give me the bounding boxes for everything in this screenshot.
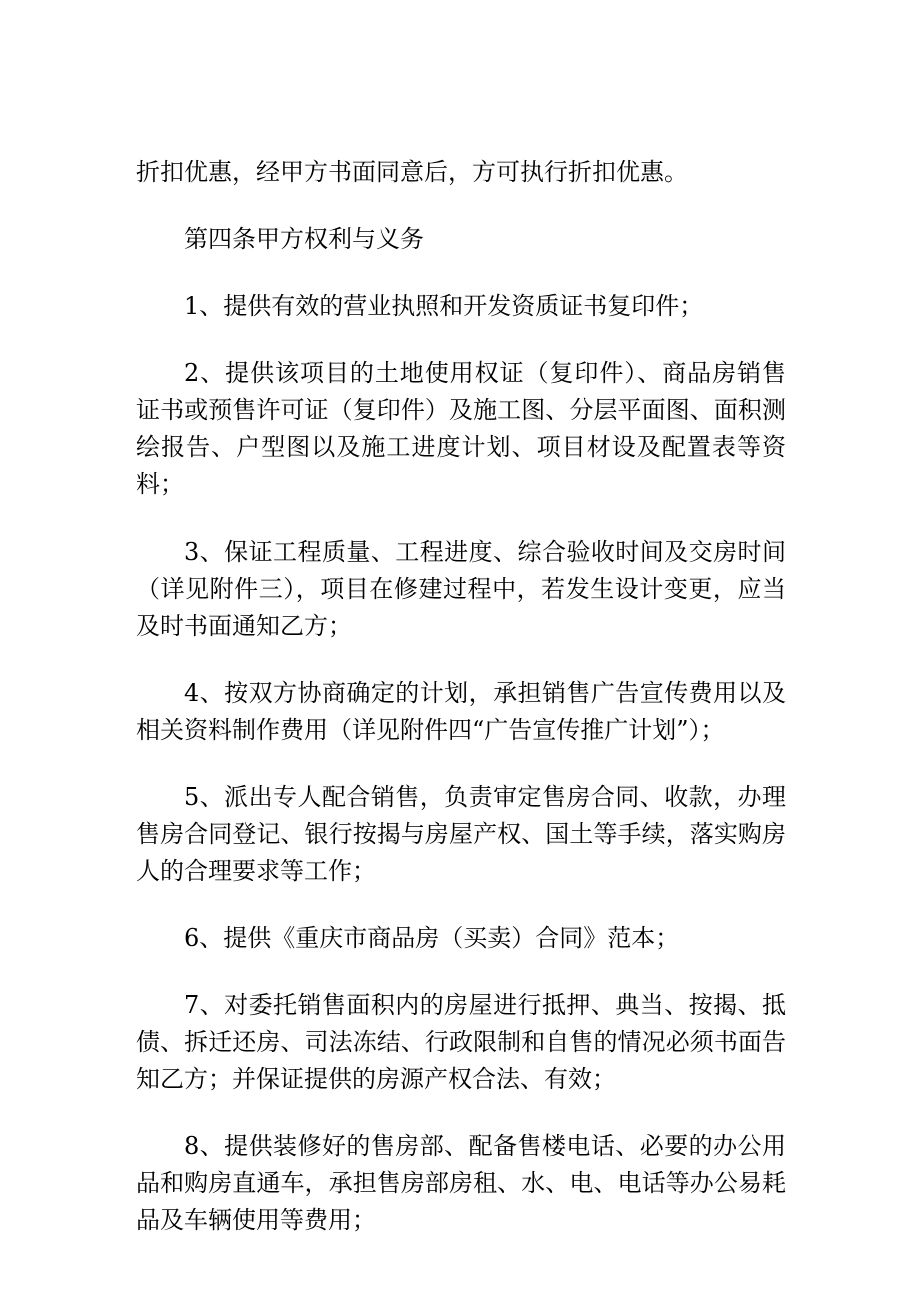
- clause-5: 5、派出专人配合销售，负责审定售房合同、收款，办理售房合同登记、银行按揭与房屋产权、国土等手续，落实购房人的合理要求等工作；: [136, 783, 786, 885]
- clause-2: 2、提供该项目的土地使用权证（复印件）、商品房销售证书或预售许可证（复印件）及施工图、分层平面图、面积测绘报告、户型图以及施工进度计划、项目材设及配置表等资料；: [136, 359, 786, 498]
- document-page: [136, 154, 786, 1239]
- clause-6: 6、提供《重庆市商品房（买卖）合同》范本；: [184, 924, 680, 952]
- clause-3: 3、保证工程质量、工程进度、综合验收时间及交房时间（详见附件三），项目在修建过程中，若发生设计变更，应当及时书面通知乙方；: [136, 538, 786, 640]
- paragraph-discount-continuation: 折扣优惠，经甲方书面同意后，方可执行折扣优惠。: [136, 158, 688, 186]
- clause-7: 7、对委托销售面积内的房屋进行抵押、典当、按揭、抵债、拆迁还房、司法冻结、行政限制和自售的情况必须书面告知乙方；并保证提供的房源产权合法、有效；: [136, 991, 786, 1093]
- clause-8: 8、提供装修好的售房部、配备售楼电话、必要的办公用品和购房直通车，承担售房部房租、水、电、电话等办公易耗品及车辆使用等费用；: [136, 1132, 786, 1234]
- clause-4: 4、按双方协商确定的计划，承担销售广告宣传费用以及相关资料制作费用（详见附件四“广告宣传推广计划”）；: [136, 679, 786, 744]
- clause-1: 1、提供有效的营业执照和开发资质证书复印件；: [184, 292, 704, 320]
- section-heading-article-4: 第四条甲方权利与义务: [184, 225, 424, 253]
